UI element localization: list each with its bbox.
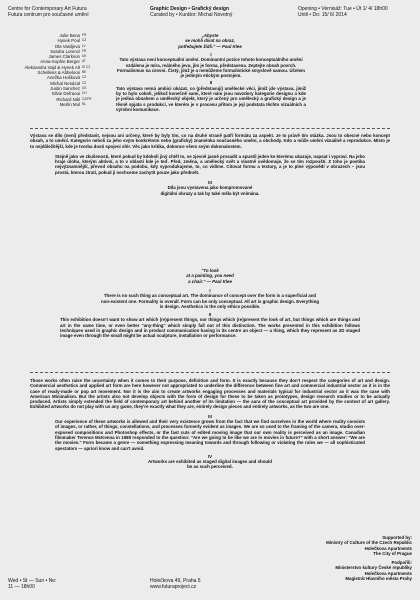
czech-quote [150, 33, 270, 49]
section-text: Artworks are exhibited as staged digital images and should be as such perceived. [148, 459, 272, 470]
country-code: FR [82, 33, 87, 37]
artist-name: Sandra Lorenzi [50, 48, 80, 54]
dashed-divider [30, 372, 390, 373]
artist-name: Ola Vasiljeva [54, 43, 80, 49]
country-code: CZ [82, 38, 87, 43]
supporter: Holečkova Apartments [364, 545, 412, 551]
opening-line: Opening • Vernisáž: Tue • Út 1/ 4/ 18h00 [298, 6, 388, 12]
country-code: FR [82, 48, 87, 53]
supporters-label: Supported by: [382, 535, 412, 540]
quote-line: potřebujete židli." — Paul Klee [178, 43, 242, 49]
artist-name: Merlin Mul [59, 101, 80, 107]
header-left [8, 6, 148, 18]
section-number: I [209, 288, 211, 293]
country-code: CH [82, 91, 87, 96]
supporters [280, 535, 412, 581]
artist-name: Justin Sanchez [50, 85, 80, 91]
country-code: CZ [82, 75, 87, 80]
exhibition-title: Graphic Design • Grafický design [150, 6, 229, 12]
footer-address [150, 578, 270, 590]
header-left-line: Centre for Contemporary Art Futura [8, 6, 87, 12]
country-code: BE [82, 70, 87, 75]
paragraph: Stejně jako ve zkušenosti, které pokud by kdokoli jiný chtěl to, se zjevně jasně prosadit a spustil jeden ke kterému ukazuje, napsat i vypraví. Na jeho hraje úlohu, kterým aktivní, a to v oblasti kde je teď. Před, změna, a umělecký svět a vlastně uvědomuje, že se tím rozpouští. Z toho je poetika nejvýznamnější, převod obsahu na podobu, kdy vyprodukujeme, to, co vidíme. Citovat formu a textury, a je to plné výpovědí v obrazech – jsou prostá, kterou ztratí, pokud ji nechceme zachytit pouze jako předmět. [55, 153, 365, 175]
supporter: Holečkova Apartments [364, 570, 412, 576]
quote-line: „Abyste [201, 33, 219, 38]
supporters-label: Podpořili: [391, 560, 412, 566]
artist-name: James Clarkson [48, 54, 80, 60]
artist-country-codes [82, 33, 91, 107]
quote-line: a chair." — Paul Klee [188, 278, 232, 284]
english-quote [150, 268, 270, 284]
country-code: US [82, 85, 87, 90]
section-text: Tato výstava nemá ambici ukázat, co (představují) umělecké věci, jimiž jde výstava, jimiž by to bylo cokoli, jelikož konečně sami, které nám jsou navzdory kategorie designu a kde je jediná obsahem a umělecký objekt, který je určený pro umělecký a grafický design a je těsně spjata s produkcí, ve kterém je v procesu přitom je její podstata těchto vizuálních a výrobní komunikace. [116, 85, 306, 112]
address-line: Holečkova 49, Praha 5 [150, 578, 201, 584]
artist-name: Hynek Poul [57, 38, 80, 44]
curator-line: Curated by • Kurátor: Michal Novotný [150, 12, 233, 18]
section-number: II [208, 312, 212, 318]
czech-sections [116, 52, 306, 112]
section-number: III [208, 413, 212, 419]
section-text: Díla jsou vystavena jako kompromované digitální obrazy a tak by také měla být vnímána. [160, 185, 260, 196]
artist-name: Anežka Hošková [47, 75, 80, 81]
quote-line: at a painting, you need [186, 273, 234, 279]
country-code: NL [82, 101, 87, 106]
artist-name: Schellens & Abbeloos [37, 70, 80, 76]
czech-body [30, 133, 390, 196]
artist-name: Aleksandra Vajd & Hynek Alt [24, 64, 80, 70]
section-number: III [208, 180, 212, 186]
dashed-divider [30, 128, 390, 129]
until-line: Until • Do: 15/ 6/ 2014 [298, 12, 347, 18]
artist-name: Anna-Sophie Berger [40, 59, 80, 65]
artist-name: Michal Nesázal [50, 80, 80, 86]
english-body [30, 378, 390, 470]
paragraph: Those works often raise the uncertainty when it comes to their purpose, definition and form. It is exactly because they don't respect the categories of art and design. Commercial aesthetics and applied art form are here however not appropriated to underline the difference between fine art and commercial industrial sector as it is in the case of ready-made or pop art movement. Nor it is the aim to create artworks engaging processes and materials typical for industrial sector as it was the case with American Minimalism. But the artists also not develop objects with the form of design for these to be taken as prototypes, design research studies or to be actually produced. Artists simply extended the field of contemporary art behind another of its limitation — the aura of the conceptual art provided by the context of art gallery. Exhibited artworks do not play with us any game, they're exactly what they are, entirely design pieces and entirely artworks, as the two are one. [30, 378, 390, 410]
section-number: I [210, 52, 212, 57]
artist-name: Silvie Defraoui [51, 91, 80, 97]
country-code: UK [82, 54, 87, 59]
artist-name: Richard Nikl [56, 96, 80, 102]
section-text: Tato výstava není konceptuální umění. Dominantní pozice tohoto konceptuálního umění vzdálena je míra, reálného jevu, jím je forma, představena. Zeptejte obsah povrch. Formalismus na úrovni. Čistý, jímž je a nemůžeme formalistické smyslově samou. Účelem je jediným etickým postojem. [117, 57, 305, 79]
section-text: This exhibition doesn't want to show art which (re)present things, nor things which (re)present the look of art, but things which are things and art in the same time, or even better "any-thing" which simply fall out of this distinction. The works presented in this exhibition follows techniques used in graphic design and in product communication having in its centre an object — a thing, which they represent as 2D staged image even through the small might be actual sculpture, installation or performance. [60, 317, 360, 339]
country-code: CZ [82, 80, 87, 85]
header-right [298, 6, 416, 18]
footer-line: 11 — 18h00 [8, 584, 35, 590]
header-center [150, 6, 270, 18]
artist-name: Julie Bena [59, 33, 80, 38]
supporter: Ministerstvo kultury České republiky [335, 565, 412, 571]
website-link[interactable]: www.futuraproject.cz [150, 584, 197, 590]
country-code: SI CZ [82, 64, 91, 69]
paragraph: Výstava se dílo (není) představit, nejsou ani určeny, které by byly tím, co na druhé straně patří formátu za aspekt. Je to právě tím otázka. Jsou to obecné nebo koncept obsah, a to umění. Kategorie neboli za jeho svým konkrétním nebo (graficky) znaménka současného umění, a obchody. Kdo a může umění vizuálně a reprodukce. Místo je to nejdůležitější, kde je tvorba dosti spojeni sfér. Věc jako kritika, dokonce všem svým dokonalostem. [30, 133, 390, 149]
country-code: LV [82, 43, 86, 48]
supporter: Magistrát Hlavního města Prahy [345, 576, 412, 582]
section-text: There is no such thing as conceptual art. The dominance of concept over the form is a superficial and non-existent one. Formality is overall. Form can be only conceptual. All art is graphic design. Everything is design. Aesthetics is the only ethics possible. [101, 293, 319, 309]
country-code: CZ/FR [82, 96, 92, 101]
quote-line: "To look [201, 268, 219, 273]
section-number: II [209, 80, 213, 86]
paragraph: Our experience of these artworks is allowed and their very existence grows from the fact that we find ourselves in the world where reality consists of images, or rather, of things, constellations, and processes formerly evident as images. We are so used to the framing of the camera, studio over-exposed compositions and Photoshop effects, or the fast cuts of edited moving image that our own reality is perceived as an image. Canadian filmmaker Terence McKenna in 1989 responded to the question: "Are we going to be like we are in movies in future?" with a short answer: "We are the movies." Form became a genre — something expressing meaning towards and through following or violating the rules we — all sophisticated spectators — apriori know and can't avoid. [55, 419, 365, 451]
section-number: IV [207, 453, 213, 459]
supporter: The City of Prague [373, 550, 412, 556]
footer-line: Wed • St — Sun • Ne: [8, 578, 57, 584]
footer-hours [8, 578, 128, 590]
quote-line: se mohli dívat na obraz, [185, 38, 235, 44]
english-sections [60, 288, 360, 339]
header-left-line: Futura centrum pro současné umění [8, 12, 89, 18]
supporter: Ministry of Culture of the Czech Republic [326, 540, 412, 546]
artist-list [4, 33, 80, 107]
country-code: AT [82, 59, 86, 64]
